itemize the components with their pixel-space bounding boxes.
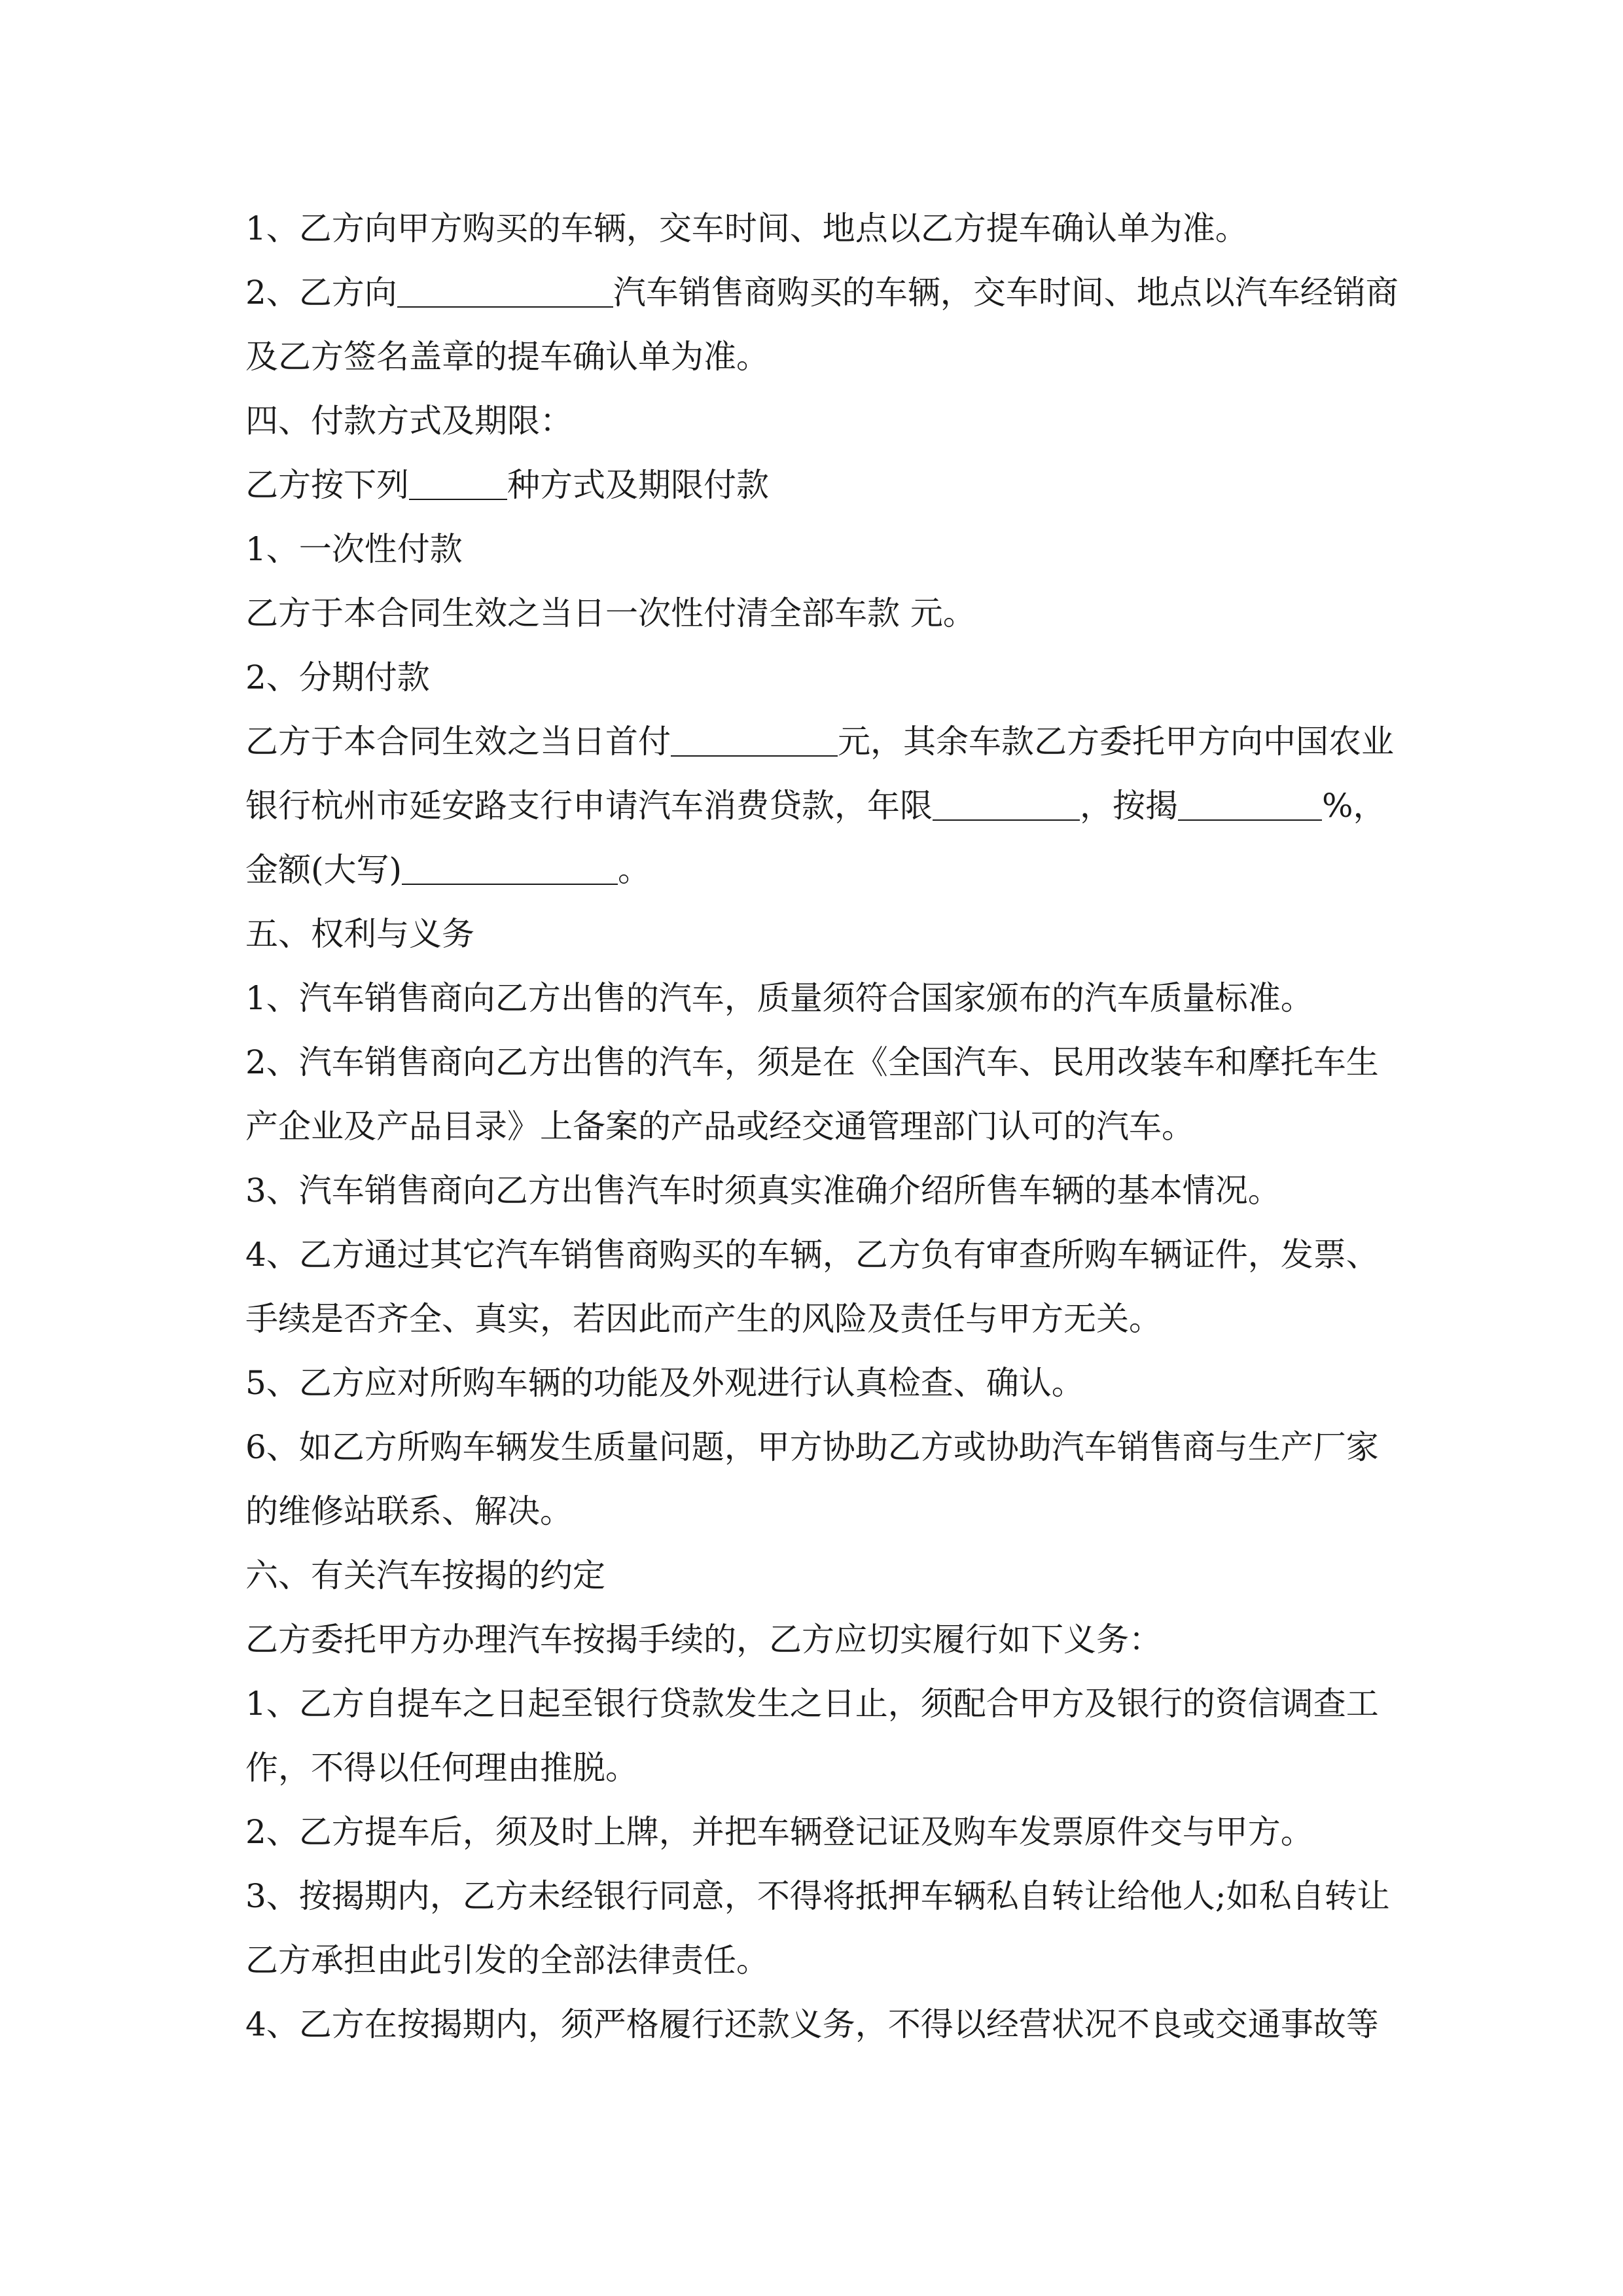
amount-words-blank[interactable] <box>402 851 618 885</box>
contract-body <box>245 196 1399 2056</box>
mortgage-ratio-blank[interactable] <box>1178 787 1322 821</box>
rights-clause-1: 1、汽车销售商向乙方出售的汽车，质量须符合国家颁布的汽车质量标准。 <box>245 979 1313 1017</box>
installment-text-1: 乙方于本合同生效之当日首付 元，其余车款乙方委托甲方向中国农业 <box>245 723 1394 761</box>
section-heading-payment: 四、付款方式及期限： <box>245 402 573 440</box>
payment-method-line: 乙方按下列 种方式及期限付款 <box>245 466 769 504</box>
loan-term-blank[interactable] <box>933 787 1080 821</box>
mortgage-clause-3: 3、按揭期内，乙方未经银行同意，不得将抵押车辆私自转让给他人;如私自转让 <box>245 1877 1390 1915</box>
mortgage-intro: 乙方委托甲方办理汽车按揭手续的，乙方应切实履行如下义务： <box>245 1621 1162 1659</box>
payment-option-installment: 2、分期付款 <box>245 658 430 696</box>
down-payment-blank[interactable] <box>671 723 838 757</box>
rights-clause-6-cont: 的维修站联系、解决。 <box>245 1492 573 1530</box>
section-heading-mortgage: 六、有关汽车按揭的约定 <box>245 1556 605 1594</box>
installment-text-2: 银行杭州市延安路支行申请汽车消费贷款，年限 ，按揭 %， <box>245 787 1386 825</box>
clause-delivery-1: 1、乙方向甲方购买的车辆，交车时间、地点以乙方提车确认单为准。 <box>245 209 1248 247</box>
clause-delivery-2: 2、乙方向 汽车销售商购买的车辆，交车时间、地点以汽车经销商 <box>245 274 1399 312</box>
rights-clause-2: 2、汽车销售商向乙方出售的汽车，须是在《全国汽车、民用改装车和摩托车生 <box>245 1043 1379 1081</box>
supplier-blank[interactable] <box>397 274 613 308</box>
rights-clause-2-cont: 产企业及产品目录》上备案的产品或经交通管理部门认可的汽车。 <box>245 1107 1194 1145</box>
mortgage-clause-2: 2、乙方提车后，须及时上牌，并把车辆登记证及购车发票原件交与甲方。 <box>245 1813 1313 1851</box>
payment-method-blank[interactable] <box>409 466 507 500</box>
clause-delivery-2-cont: 及乙方签名盖章的提车确认单为准。 <box>245 338 769 376</box>
rights-clause-6: 6、如乙方所购车辆发生质量问题，甲方协助乙方或协助汽车销售商与生产厂家 <box>245 1428 1379 1466</box>
mortgage-clause-4: 4、乙方在按揭期内，须严格履行还款义务，不得以经营状况不良或交通事故等 <box>245 2005 1379 2043</box>
mortgage-clause-1: 1、乙方自提车之日起至银行贷款发生之日止，须配合甲方及银行的资信调查工 <box>245 1685 1379 1723</box>
lump-sum-text: 乙方于本合同生效之当日一次性付清全部车款 元。 <box>245 594 976 632</box>
rights-clause-4-cont: 手续是否齐全、真实，若因此而产生的风险及责任与甲方无关。 <box>245 1300 1162 1338</box>
payment-option-lump-sum: 1、一次性付款 <box>245 530 463 568</box>
mortgage-clause-3-cont: 乙方承担由此引发的全部法律责任。 <box>245 1941 769 1979</box>
section-heading-rights: 五、权利与义务 <box>245 915 474 953</box>
rights-clause-5: 5、乙方应对所购车辆的功能及外观进行认真检查、确认。 <box>245 1364 1084 1402</box>
installment-text-3: 金额(大写) 。 <box>245 851 651 889</box>
mortgage-clause-1-cont: 作，不得以任何理由推脱。 <box>245 1749 638 1787</box>
rights-clause-4: 4、乙方通过其它汽车销售商购买的车辆，乙方负有审查所购车辆证件，发票、 <box>245 1236 1379 1274</box>
rights-clause-3: 3、汽车销售商向乙方出售汽车时须真实准确介绍所售车辆的基本情况。 <box>245 1172 1281 1210</box>
